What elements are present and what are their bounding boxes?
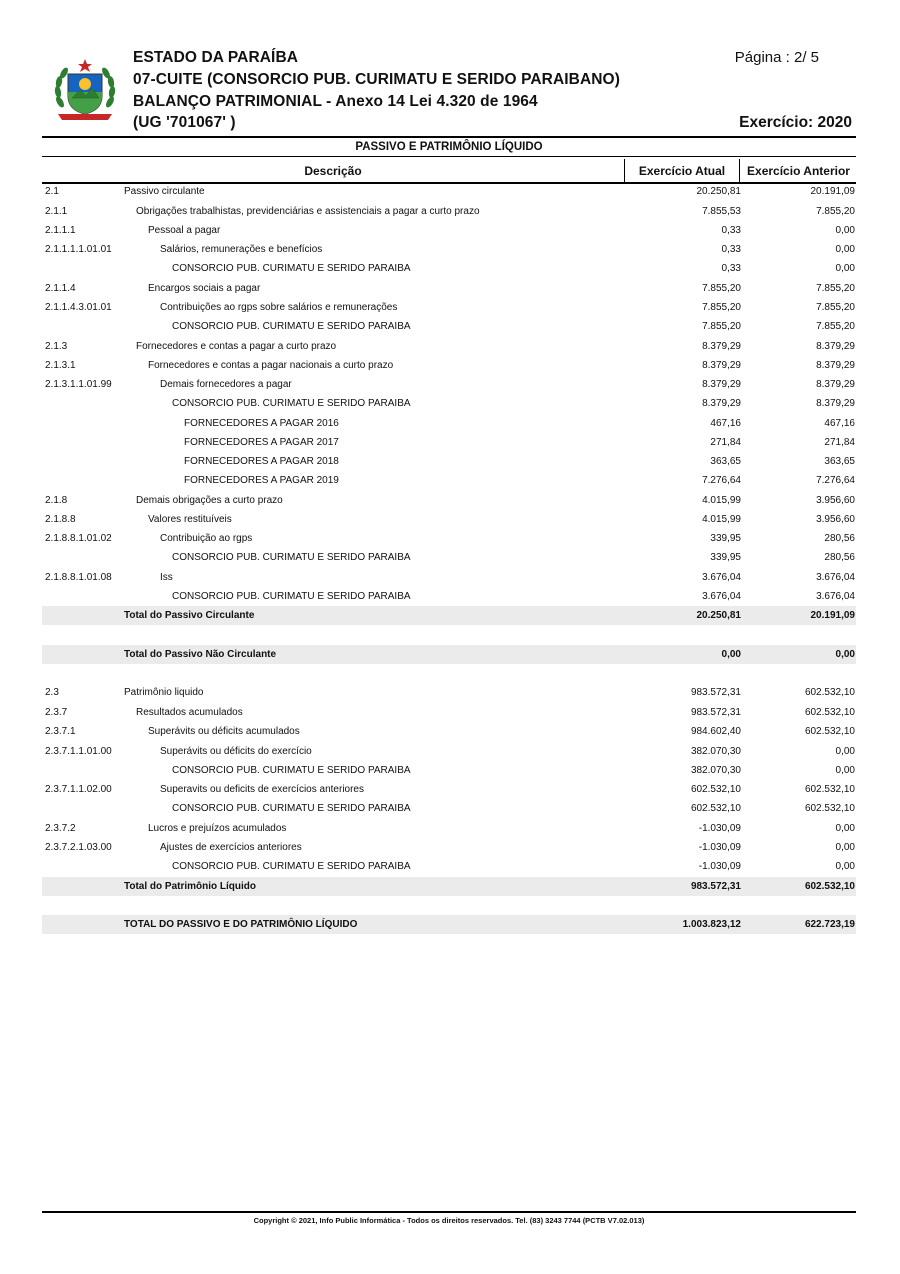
account-code: 2.3.7.2 — [45, 823, 76, 834]
account-description: CONSORCIO PUB. CURIMATU E SERIDO PARAIBA — [172, 591, 411, 602]
table-row — [42, 819, 856, 838]
value-previous-year: 8.379,29 — [816, 341, 855, 352]
account-description: Pessoal a pagar — [148, 225, 221, 236]
value-current-year: 4.015,99 — [702, 495, 741, 506]
account-description: CONSORCIO PUB. CURIMATU E SERIDO PARAIBA — [172, 861, 411, 872]
value-previous-year: 0,00 — [835, 842, 855, 853]
value-current-year: 3.676,04 — [702, 591, 741, 602]
footer-divider — [42, 1211, 856, 1213]
value-previous-year: 0,00 — [835, 263, 855, 274]
value-current-year: 467,16 — [710, 418, 741, 429]
value-current-year: 7.855,53 — [702, 206, 741, 217]
account-description: CONSORCIO PUB. CURIMATU E SERIDO PARAIBA — [172, 552, 411, 563]
account-description: Fornecedores e contas a pagar a curto prazo — [136, 341, 337, 352]
account-description: Superávits ou déficits acumulados — [148, 726, 300, 737]
table-row — [42, 202, 856, 221]
table-row — [42, 799, 856, 818]
account-description: Contribuição ao rgps — [160, 533, 253, 544]
value-current-year: -1.030,09 — [698, 823, 741, 834]
table-row — [42, 356, 856, 375]
column-header-current-year: Exercício Atual — [624, 159, 740, 183]
account-code: 2.3.7.1.1.02.00 — [45, 784, 112, 795]
account-description: CONSORCIO PUB. CURIMATU E SERIDO PARAIBA — [172, 321, 411, 332]
table-row — [42, 433, 856, 452]
account-code: 2.1.1.4 — [45, 283, 76, 294]
value-current-year: 3.676,04 — [702, 572, 741, 583]
account-description: Passivo circulante — [124, 186, 205, 197]
account-description: Valores restituíveis — [148, 514, 232, 525]
account-description: Obrigações trabalhistas, previdenciárias e assistenciais a pagar a curto prazo — [136, 206, 480, 217]
value-previous-year: 7.855,20 — [816, 283, 855, 294]
table-row — [42, 182, 856, 201]
value-previous-year: 20.191,09 — [810, 186, 855, 197]
value-current-year: 8.379,29 — [702, 379, 741, 390]
footer-copyright: Copyright © 2021, Info Public Informática - Todos os direitos reservados. Tel. (83) 3243 7744 (PCTB V7.02.013) — [253, 1216, 645, 1225]
column-header-description: Descrição — [304, 164, 362, 178]
value-previous-year: 0,00 — [835, 823, 855, 834]
value-current-year: 0,33 — [721, 225, 741, 236]
value-previous-year: 602.532,10 — [804, 687, 855, 698]
table-row — [42, 683, 856, 702]
value-previous-year: 280,56 — [824, 533, 855, 544]
table-row — [42, 452, 856, 471]
account-description: Resultados acumulados — [136, 707, 243, 718]
table-row — [42, 337, 856, 356]
table-row — [42, 838, 856, 857]
table-row — [42, 722, 856, 741]
value-current-year: 363,65 — [710, 456, 741, 467]
table-row — [42, 471, 856, 490]
value-previous-year: 7.855,20 — [816, 302, 855, 313]
table-row — [42, 375, 856, 394]
value-current-year: 7.276,64 — [702, 475, 741, 486]
value-current-year: 0,00 — [721, 649, 741, 660]
value-previous-year: 0,00 — [835, 861, 855, 872]
value-previous-year: 602.532,10 — [804, 784, 855, 795]
value-previous-year: 7.855,20 — [816, 321, 855, 332]
value-current-year: 7.855,20 — [702, 302, 741, 313]
table-row — [42, 317, 856, 336]
table-row — [42, 703, 856, 722]
value-previous-year: 3.676,04 — [816, 572, 855, 583]
account-description: Total do Passivo Não Circulante — [124, 649, 277, 660]
value-current-year: 382.070,30 — [690, 765, 741, 776]
total-row — [42, 877, 856, 896]
account-description: FORNECEDORES A PAGAR 2018 — [184, 456, 339, 467]
value-previous-year: 363,65 — [824, 456, 855, 467]
table-row — [42, 298, 856, 317]
table-row — [42, 414, 856, 433]
value-current-year: 8.379,29 — [702, 398, 741, 409]
section-title: PASSIVO E PATRIMÔNIO LÍQUIDO — [355, 141, 543, 153]
value-previous-year: 7.855,20 — [816, 206, 855, 217]
account-code: 2.1.8.8 — [45, 514, 76, 525]
account-code: 2.3.7.1 — [45, 726, 76, 737]
account-description: Contribuições ao rgps sobre salários e remunerações — [160, 302, 398, 313]
account-description: Total do Patrimônio Líquido — [124, 881, 257, 892]
total-row — [42, 645, 856, 664]
account-code: 2.3 — [45, 687, 59, 698]
value-previous-year: 280,56 — [824, 552, 855, 563]
value-previous-year: 602.532,10 — [804, 803, 855, 814]
account-code: 2.3.7.2.1.03.00 — [45, 842, 112, 853]
value-current-year: 0,33 — [721, 263, 741, 274]
account-code: 2.1.1.1.1.01.01 — [45, 244, 112, 255]
account-description: Lucros e prejuízos acumulados — [148, 823, 287, 834]
value-current-year: 4.015,99 — [702, 514, 741, 525]
value-current-year: 7.855,20 — [702, 321, 741, 332]
table-row — [42, 587, 856, 606]
value-current-year: 602.532,10 — [690, 803, 741, 814]
value-previous-year: 602.532,10 — [804, 881, 855, 892]
account-description: CONSORCIO PUB. CURIMATU E SERIDO PARAIBA — [172, 263, 411, 274]
value-current-year: 382.070,30 — [690, 746, 741, 757]
account-code: 2.1.8.8.1.01.08 — [45, 572, 112, 583]
account-description: Encargos sociais a pagar — [148, 283, 261, 294]
account-code: 2.3.7 — [45, 707, 68, 718]
value-previous-year: 602.532,10 — [804, 726, 855, 737]
value-previous-year: 3.956,60 — [816, 514, 855, 525]
total-row — [42, 606, 856, 625]
table-row — [42, 529, 856, 548]
value-current-year: 0,33 — [721, 244, 741, 255]
table-row — [42, 761, 856, 780]
value-previous-year: 3.956,60 — [816, 495, 855, 506]
total-row — [42, 915, 856, 934]
table-row — [42, 259, 856, 278]
table-row — [42, 279, 856, 298]
account-description: FORNECEDORES A PAGAR 2016 — [184, 418, 339, 429]
account-description: Demais fornecedores a pagar — [160, 379, 292, 390]
header-entity: 07-CUITE (CONSORCIO PUB. CURIMATU E SERIDO PARAIBANO) — [133, 71, 620, 88]
table-row — [42, 780, 856, 799]
value-previous-year: 0,00 — [835, 244, 855, 255]
table-row — [42, 742, 856, 761]
header-state: ESTADO DA PARAÍBA — [133, 49, 299, 66]
value-current-year: 984.602,40 — [690, 726, 741, 737]
account-description: CONSORCIO PUB. CURIMATU E SERIDO PARAIBA — [172, 765, 411, 776]
fiscal-year: Exercício: 2020 — [739, 114, 852, 131]
account-description: TOTAL DO PASSIVO E DO PATRIMÔNIO LÍQUIDO — [124, 919, 358, 930]
value-previous-year: 3.676,04 — [816, 591, 855, 602]
table-row — [42, 240, 856, 259]
value-current-year: 339,95 — [710, 552, 741, 563]
value-current-year: 339,95 — [710, 533, 741, 544]
value-previous-year: 602.532,10 — [804, 707, 855, 718]
column-header-previous-year: Exercício Anterior — [747, 164, 850, 178]
value-current-year: 8.379,29 — [702, 360, 741, 371]
value-current-year: 1.003.823,12 — [682, 919, 741, 930]
value-current-year: 8.379,29 — [702, 341, 741, 352]
account-code: 2.1.1.1 — [45, 225, 76, 236]
table-row — [42, 857, 856, 876]
value-previous-year: 0,00 — [835, 765, 855, 776]
table-row — [42, 394, 856, 413]
account-description: CONSORCIO PUB. CURIMATU E SERIDO PARAIBA — [172, 398, 411, 409]
value-current-year: -1.030,09 — [698, 842, 741, 853]
account-code: 2.3.7.1.1.01.00 — [45, 746, 112, 757]
account-description: Demais obrigações a curto prazo — [136, 495, 283, 506]
table-row — [42, 568, 856, 587]
table-row — [42, 221, 856, 240]
value-previous-year: 0,00 — [835, 649, 855, 660]
account-description: Iss — [160, 572, 173, 583]
value-current-year: 983.572,31 — [690, 881, 741, 892]
header-report-title: BALANÇO PATRIMONIAL - Anexo 14 Lei 4.320 de 1964 — [133, 93, 538, 110]
account-description: Total do Passivo Circulante — [124, 610, 255, 621]
table-row — [42, 548, 856, 567]
account-code: 2.1.3 — [45, 341, 68, 352]
value-previous-year: 622.723,19 — [804, 919, 855, 930]
account-code: 2.1 — [45, 186, 59, 197]
value-current-year: -1.030,09 — [698, 861, 741, 872]
account-description: Fornecedores e contas a pagar nacionais a curto prazo — [148, 360, 394, 371]
value-current-year: 271,84 — [710, 437, 741, 448]
account-description: Superávits ou déficits do exercício — [160, 746, 312, 757]
table-row — [42, 491, 856, 510]
value-current-year: 20.250,81 — [696, 610, 741, 621]
value-previous-year: 0,00 — [835, 746, 855, 757]
value-previous-year: 271,84 — [824, 437, 855, 448]
value-previous-year: 7.276,64 — [816, 475, 855, 486]
value-previous-year: 8.379,29 — [816, 360, 855, 371]
value-previous-year: 0,00 — [835, 225, 855, 236]
header-ug: (UG '701067' ) — [133, 114, 236, 131]
account-code: 2.1.8.8.1.01.02 — [45, 533, 112, 544]
account-description: FORNECEDORES A PAGAR 2019 — [184, 475, 339, 486]
account-description: Salários, remunerações e benefícios — [160, 244, 323, 255]
account-description: Patrimônio liquido — [124, 687, 204, 698]
value-previous-year: 8.379,29 — [816, 379, 855, 390]
table-row — [42, 510, 856, 529]
value-current-year: 7.855,20 — [702, 283, 741, 294]
value-current-year: 602.532,10 — [690, 784, 741, 795]
account-code: 2.1.8 — [45, 495, 68, 506]
account-code: 2.1.1.4.3.01.01 — [45, 302, 112, 313]
account-description: CONSORCIO PUB. CURIMATU E SERIDO PARAIBA — [172, 803, 411, 814]
account-description: Ajustes de exercícios anteriores — [160, 842, 302, 853]
value-previous-year: 467,16 — [824, 418, 855, 429]
account-description: Superavits ou deficits de exercícios anteriores — [160, 784, 364, 795]
value-current-year: 983.572,31 — [690, 687, 741, 698]
value-current-year: 20.250,81 — [696, 186, 741, 197]
account-code: 2.1.1 — [45, 206, 68, 217]
value-previous-year: 8.379,29 — [816, 398, 855, 409]
account-code: 2.1.3.1.1.01.99 — [45, 379, 112, 390]
account-description: FORNECEDORES A PAGAR 2017 — [184, 437, 339, 448]
account-code: 2.1.3.1 — [45, 360, 76, 371]
value-previous-year: 20.191,09 — [810, 610, 855, 621]
page-number: Página : 2/ 5 — [734, 49, 819, 66]
value-current-year: 983.572,31 — [690, 707, 741, 718]
